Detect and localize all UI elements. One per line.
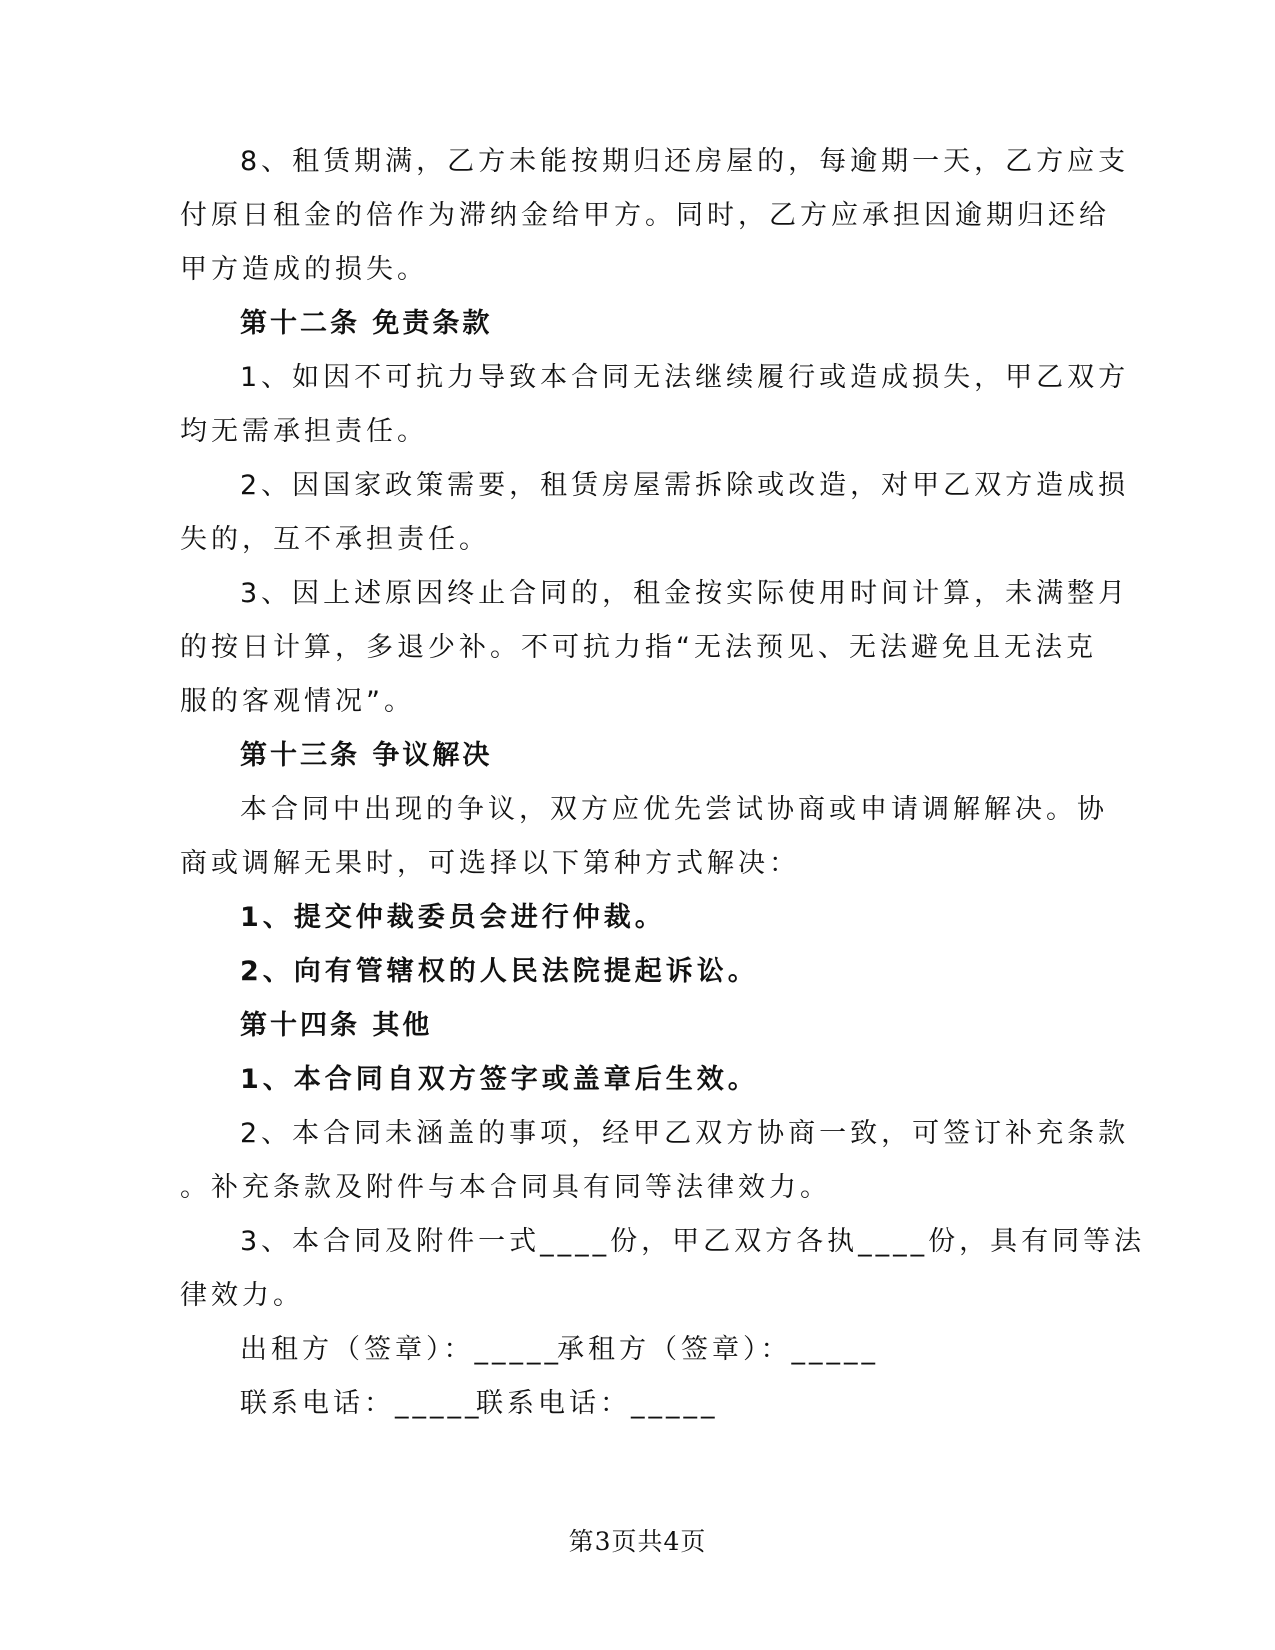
article-12-heading: 第十二条 免责条款 [240,308,493,339]
clause-13-intro-line-1: 本合同中出现的争议，双方应优先尝试协商或申请调解解决。协 [240,794,1108,825]
clause-11-8-line-2: 付原日租金的倍作为滞纳金给甲方。同时，乙方应承担因逾期归还给 [180,200,1110,231]
clause-12-1-line-2: 均无需承担责任。 [180,416,428,447]
clause-12-2-line-2: 失的，互不承担责任。 [180,524,490,555]
lessor-signature: 出租方（签章）：_____ [240,1334,562,1365]
clause-14-1: 1、本合同自双方签字或盖章后生效。 [240,1064,759,1095]
clause-14-2-line-1: 2、本合同未涵盖的事项，经甲乙双方协商一致，可签订补充条款 [240,1118,1130,1149]
clause-11-8-line-3: 甲方造成的损失。 [180,254,428,285]
clause-12-3-line-2: 的按日计算，多退少补。不可抗力指“无法预见、无法避免且无法克 [180,632,1097,663]
clause-11-8-line-1: 8、租赁期满，乙方未能按期归还房屋的，每逾期一天，乙方应支 [240,146,1130,177]
article-13-heading: 第十三条 争议解决 [240,740,493,771]
clause-12-2-line-1: 2、因国家政策需要，租赁房屋需拆除或改造，对甲乙双方造成损 [240,470,1130,501]
page-number: 第3页共4页 [568,1527,707,1556]
clause-12-3-line-1: 3、因上述原因终止合同的，租金按实际使用时间计算，未满整月 [240,578,1130,609]
clause-12-3-line-3: 服的客观情况”。 [180,686,415,717]
lessee-signature: 承租方（签章）：_____ [557,1334,879,1365]
clause-13-option-1: 1、提交仲裁委员会进行仲裁。 [240,902,666,933]
lessee-phone: 联系电话：_____ [476,1388,719,1419]
clause-14-3-line-2: 律效力。 [180,1280,304,1311]
lessor-phone: 联系电话：_____ [240,1388,483,1419]
clause-13-intro-line-2: 商或调解无果时，可选择以下第种方式解决： [180,848,800,879]
clause-14-3-line-1: 3、本合同及附件一式____份，甲乙双方各执____份，具有同等法 [240,1226,1146,1257]
clause-14-2-line-2: 。补充条款及附件与本合同具有同等法律效力。 [180,1172,831,1203]
clause-13-option-2: 2、向有管辖权的人民法院提起诉讼。 [240,956,759,987]
clause-12-1-line-1: 1、如因不可抗力导致本合同无法继续履行或造成损失，甲乙双方 [240,362,1130,393]
article-14-heading: 第十四条 其他 [240,1010,433,1041]
